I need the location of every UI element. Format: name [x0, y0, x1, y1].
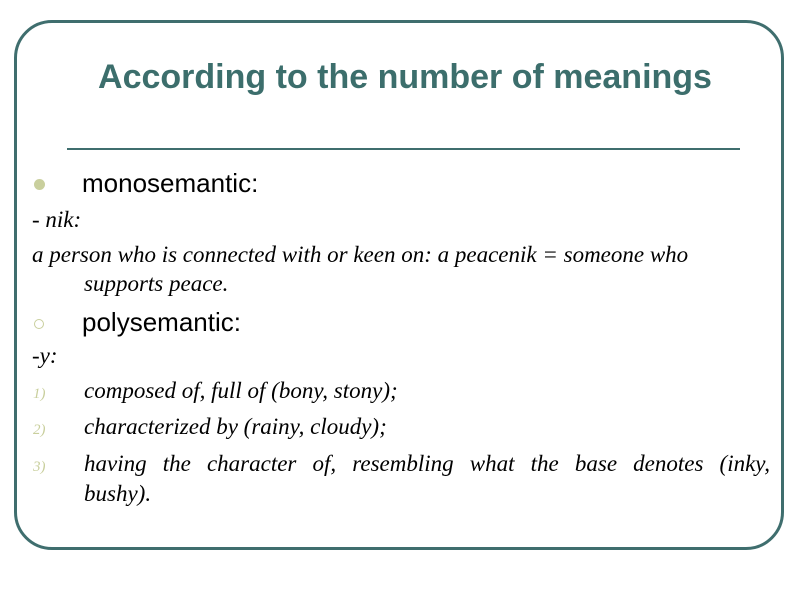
list-marker-3: 3): [33, 459, 46, 475]
list-marker-1: 1): [33, 386, 46, 402]
list-item-3-line-2: bushy).: [84, 481, 152, 506]
title-divider: [67, 148, 740, 150]
nik-definition-line-2: supports peace.: [84, 271, 229, 296]
filled-bullet-icon: [34, 179, 45, 190]
monosemantic-label: monosemantic:: [82, 168, 259, 198]
slide-title: According to the number of meanings: [98, 58, 712, 96]
polysemantic-label: polysemantic:: [82, 307, 241, 337]
list-item-2: characterized by (rainy, cloudy);: [84, 414, 387, 439]
list-item-1: composed of, full of (bony, stony);: [84, 378, 398, 403]
nik-suffix: - nik:: [32, 207, 82, 232]
y-suffix: -y:: [32, 343, 58, 368]
hollow-bullet-icon: [34, 319, 44, 329]
list-marker-2: 2): [33, 422, 46, 438]
list-item-3-line-1: [84, 451, 770, 477]
list-item-3-text: having the character of, resembling what the base denotes (inky,: [84, 451, 770, 476]
nik-definition-line-1: a person who is connected with or keen on: a peacenik = someone who: [32, 242, 689, 267]
